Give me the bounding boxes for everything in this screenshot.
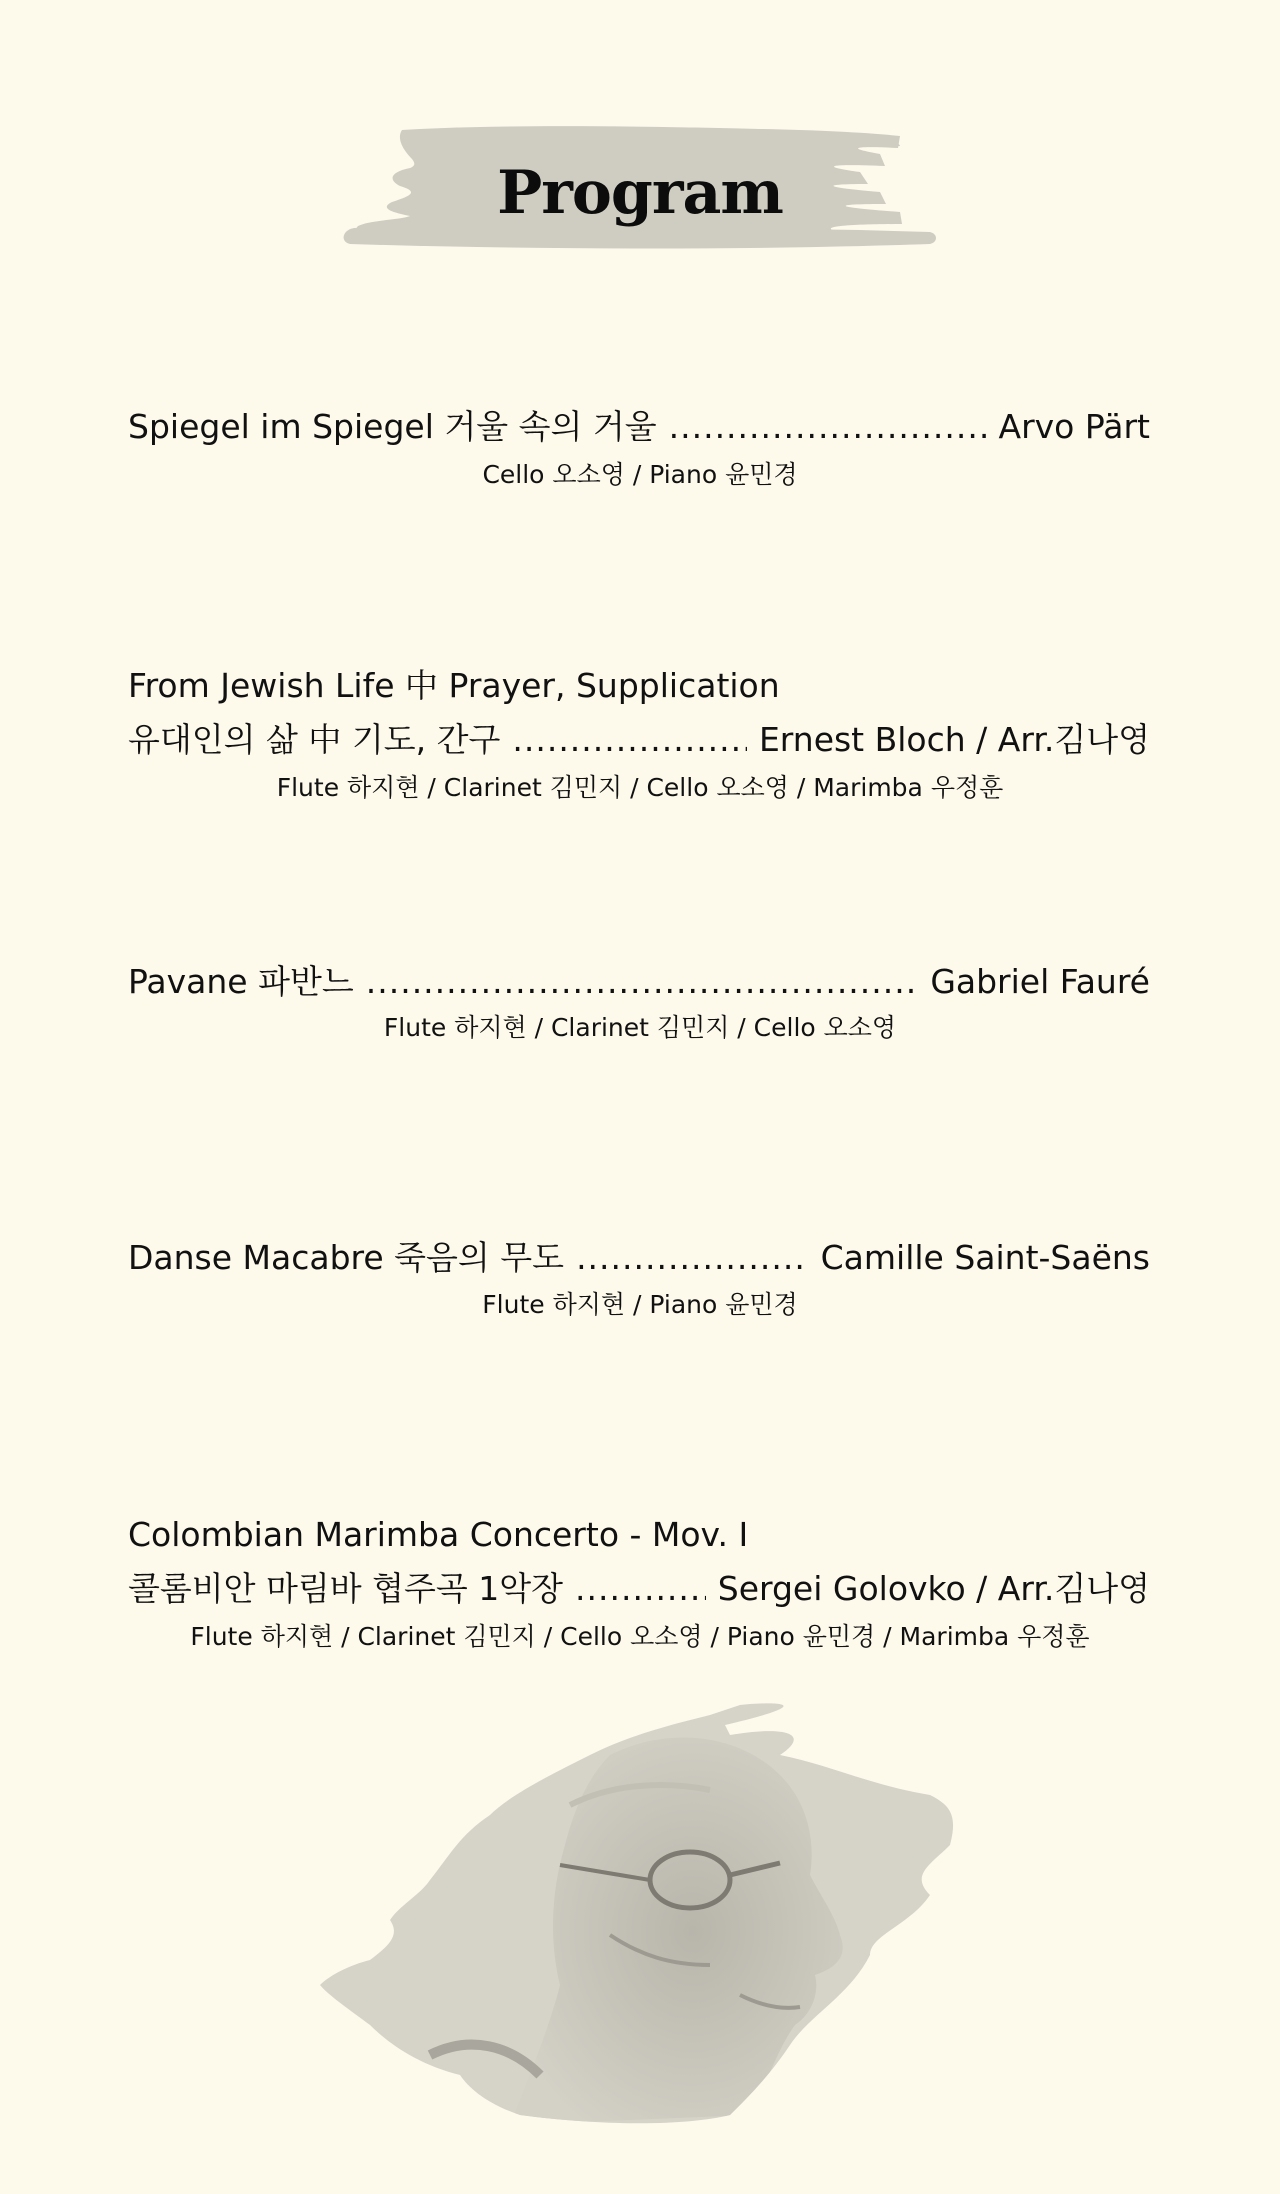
piece-title: Spiegel im Spiegel 거울 속의 거울	[128, 407, 657, 446]
composer-portrait-image	[310, 1695, 980, 2130]
performers: Flute 하지현 / Clarinet 김민지 / Cello 오소영 / Piano 윤민경 / Marimba 우정훈	[190, 1622, 1090, 1651]
composer: Gabriel Fauré	[930, 962, 1150, 1001]
composer: Ernest Bloch / Arr.김나영	[758, 720, 1150, 759]
piece-line	[128, 1569, 1150, 1609]
piece-title: Pavane 파반느	[128, 962, 354, 1001]
piece-title-korean: 유대인의 삶 中 기도, 간구	[128, 720, 501, 759]
composer: Arvo Pärt	[998, 407, 1150, 446]
dot-leader	[576, 1238, 809, 1278]
composer: Sergei Golovko / Arr.김나영	[717, 1569, 1150, 1608]
piece-line	[128, 962, 1150, 1002]
performers: Flute 하지현 / Piano 윤민경	[482, 1290, 798, 1319]
performers: Flute 하지현 / Clarinet 김민지 / Cello 오소영 / Marimba 우정훈	[276, 773, 1004, 802]
piece-title: Danse Macabre 죽음의 무도	[128, 1238, 565, 1277]
dot-leader	[575, 1569, 706, 1609]
piece-title: Colombian Marimba Concerto - Mov. I	[128, 1515, 749, 1554]
piece-title: From Jewish Life 中 Prayer, Supplication	[128, 666, 780, 705]
title-block	[340, 120, 940, 260]
performers: Flute 하지현 / Clarinet 김민지 / Cello 오소영	[383, 1013, 897, 1042]
performers: Cello 오소영 / Piano 윤민경	[482, 460, 798, 489]
dot-leader	[669, 407, 987, 447]
page-title: Program	[497, 158, 783, 228]
piece-title-korean: 콜롬비안 마림바 협주곡 1악장	[128, 1569, 564, 1608]
piece-line	[128, 407, 1150, 447]
dot-leader	[366, 962, 919, 1002]
composer: Camille Saint-Saëns	[820, 1238, 1150, 1277]
piece-line	[128, 1238, 1150, 1278]
dot-leader	[512, 720, 747, 760]
piece-line	[128, 720, 1150, 760]
